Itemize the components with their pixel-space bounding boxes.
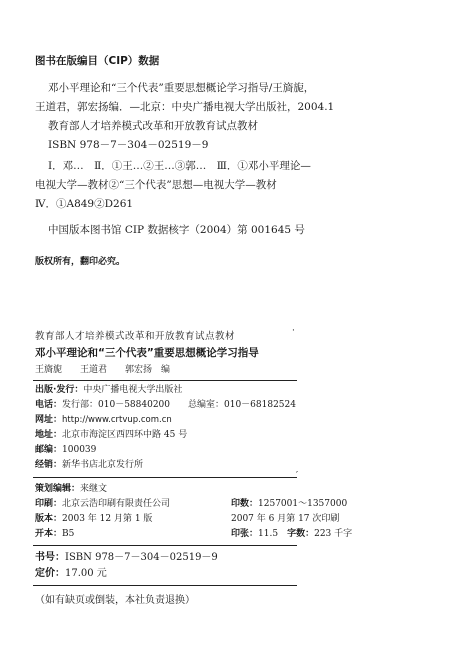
book-title: 邓小平理论和“三个代表”重要思想概论学习指导	[35, 347, 259, 359]
distributor-value: 新华书店北京发行所	[62, 460, 144, 470]
editor-value: 来继文	[80, 484, 108, 494]
sheets-value: 11.5	[258, 529, 279, 539]
runs-value: 1257001～1357000	[258, 499, 348, 509]
title-divider	[33, 380, 297, 381]
web-label: 网址：	[35, 415, 63, 425]
isbn-value: ISBN 978－7－304－02519－9	[65, 552, 218, 563]
postcode-label: 邮编：	[35, 445, 63, 455]
price-value: 17.00 元	[65, 568, 107, 579]
cip-subject-2: 电视大学—教材②“三个代表”思想—电视大学—教材	[35, 179, 277, 191]
book-authors: 王旖旎 王道君 郭宏扬 编	[35, 365, 171, 375]
address-label: 地址：	[35, 430, 63, 440]
format-value: B5	[62, 529, 75, 539]
price-label: 定价：	[35, 568, 65, 579]
editor-label: 策划编辑：	[35, 484, 81, 494]
editor-row	[35, 485, 107, 494]
words-value: 223 千字	[314, 529, 353, 539]
isbn-row	[35, 553, 218, 563]
isbn-label: 书号：	[35, 552, 65, 563]
runs-row	[231, 500, 347, 509]
return-notice: （如有缺页或倒装，本社负责退换）	[35, 595, 195, 606]
publisher-row	[35, 386, 182, 395]
publisher-label: 出版·发行：	[35, 385, 84, 395]
cip-header: 图书在版编目（CIP）数据	[35, 55, 160, 67]
format-label: 开本：	[35, 529, 63, 539]
speck: ·	[292, 326, 295, 336]
printing-value: 2007 年 6 月第 17 次印刷	[231, 514, 340, 524]
cip-line-3: 教育部人才培养模式改革和开放教育试点教材	[48, 120, 258, 132]
cip-line-1: 邓小平理论和“三个代表”重要思想概论学习指导/王旖旎，	[48, 82, 315, 94]
sheets-label: 印张：	[231, 529, 259, 539]
publisher-divider	[33, 477, 297, 478]
runs-label: 印数：	[231, 499, 259, 509]
printer-label: 印刷：	[35, 499, 63, 509]
printer-value: 北京云浩印刷有限责任公司	[62, 499, 171, 509]
cip-subject-1: Ⅰ．邓… Ⅱ．①王…②王…③郭… Ⅲ．①邓小平理论—	[48, 160, 311, 172]
speck: ′	[296, 471, 299, 481]
copyright-notice: 版权所有，翻印必究。	[35, 257, 126, 267]
phone-label: 电话：	[35, 400, 63, 410]
postcode-row	[35, 446, 96, 455]
series-title: 教育部人才培养模式改革和开放教育试点教材	[35, 331, 236, 342]
printer-row	[35, 500, 170, 509]
phone-value: 发行部：010－58840200 总编室：010－68182524	[62, 400, 296, 410]
production-divider	[33, 545, 297, 546]
web-row	[35, 416, 172, 425]
edition-value: 2003 年 12 月第 1 版	[62, 514, 153, 524]
distributor-label: 经销：	[35, 460, 63, 470]
publisher-value: 中央广播电视大学出版社	[83, 385, 183, 395]
phone-row	[35, 401, 296, 410]
address-row	[35, 431, 187, 440]
address-value: 北京市海淀区西四环中路 45 号	[62, 430, 188, 440]
words-label: 字数：	[287, 529, 315, 539]
distributor-row	[35, 461, 143, 470]
edition-label: 版本：	[35, 514, 63, 524]
cip-line-2: 王道君，郭宏扬编．—北京：中央广播电视大学出版社，2004.1	[35, 101, 335, 113]
isbn-divider	[33, 585, 297, 586]
sheets-row	[231, 530, 352, 539]
format-row	[35, 530, 74, 539]
cip-record: 中国版本图书馆 CIP 数据核字（2004）第 001645 号	[48, 224, 305, 236]
cip-subject-3: Ⅳ．①A849②D261	[35, 198, 134, 210]
cip-isbn: ISBN 978－7－304－02519－9	[48, 139, 209, 151]
price-row	[35, 569, 107, 579]
edition-row	[35, 515, 152, 524]
web-value: http://www.crtvup.com.cn	[62, 415, 172, 425]
postcode-value: 100039	[62, 445, 97, 455]
